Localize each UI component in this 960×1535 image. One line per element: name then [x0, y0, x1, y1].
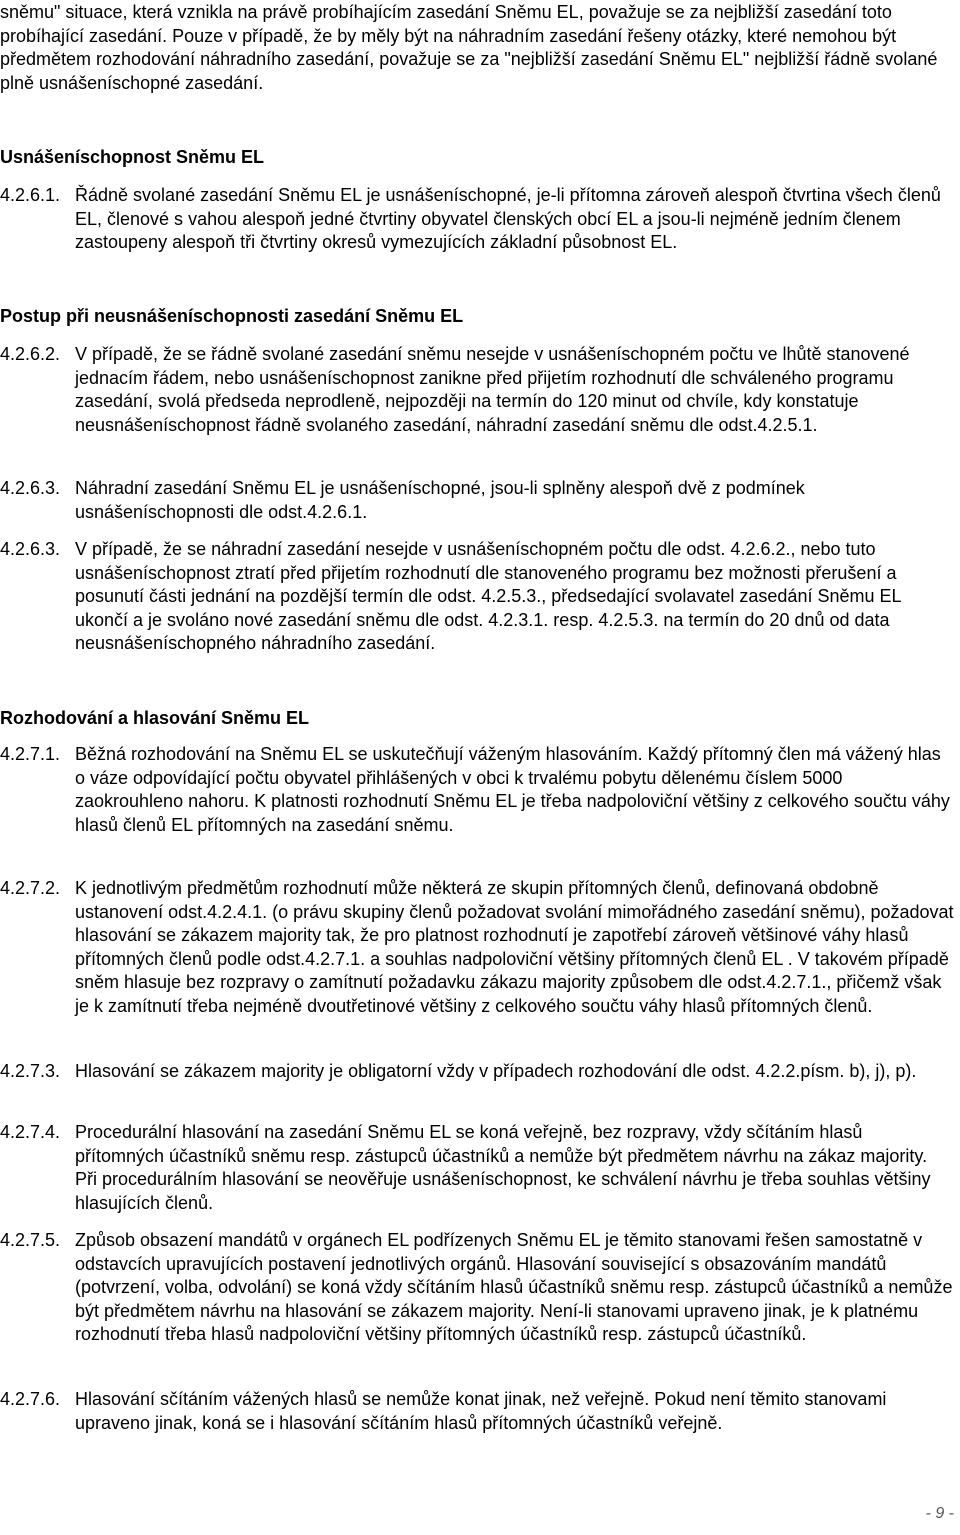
clause-4-2-7-1: [0, 743, 954, 837]
clause-number: 4.2.6.2.: [0, 344, 61, 364]
intro-paragraph: sněmu" situace, která vznikla na právě probíhajícím zasedání Sněmu EL, považuje se za nejbližší zasedání toto probíhající zasedání. Pouze v případě, že by měly být na náhradním zasedání řešeny otázky, které nemohou být předmětem rozhodování náhradního zasedání, považuje se za "nejbližší zasedání Sněmu EL" nejbližší řádně svolané plně usnášeníschopné zasedání.: [0, 2, 938, 93]
clause-text: V případě, že se náhradní zasedání nesejde v usnášeníschopném počtu dle odst. 4.2.6.2., nebo tuto usnášeníschopnost ztratí před přijetím rozhodnutí dle stanoveného programu bez možnosti přerušení a posunutí části jednání na pozdější termín dle odst. 4.2.5.3., předsedající svolavatel zasedání Sněmu EL ukončí a je svoláno nové zasedání sněmu dle odst. 4.2.3.1. resp. 4.2.5.3. na termín do 20 dnů od data neusnášeníschopného náhradního zasedání.: [75, 539, 901, 654]
clause-number: 4.2.7.1.: [0, 744, 61, 764]
clause-number: 4.2.6.3.: [0, 478, 61, 498]
clause-number: 4.2.7.6.: [0, 1389, 61, 1409]
clause-4-2-7-3: [0, 1060, 954, 1084]
clause-text: Řádně svolané zasedání Sněmu EL je usnášeníschopné, je-li přítomna zároveň alespoň čtvrtina všech členů EL, členové s vahou alespoň jedné čtvrtiny obyvatel členských obcí EL a jsou-li nejméně jedním členem zastoupeny alespoň tři čtvrtiny okresů vymezujících základní působnost EL.: [75, 185, 941, 253]
heading-no-quorum: Postup při neusnášeníschopnosti zasedání Sněmu EL: [0, 306, 464, 326]
clause-4-2-7-2: [0, 877, 954, 1019]
clause-4-2-6-3-b: [0, 538, 954, 656]
heading-voting: Rozhodování a hlasování Sněmu EL: [0, 708, 310, 728]
clause-text: Běžná rozhodování na Sněmu EL se uskutečňují váženým hlasováním. Každý přítomný člen má vážený hlas o váze odpovídající počtu obyvatel přihlášených v obci k trvalému pobytu dělenému číslem 5000 zaokrouhleno nahoru. K platnosti rozhodnutí Sněmu EL je třeba nadpoloviční většiny z celkového součtu váhy hlasů členů EL přítomných na zasedání sněmu.: [75, 744, 950, 835]
clause-number: 4.2.7.4.: [0, 1122, 61, 1142]
clause-text: Hlasování se zákazem majority je obligatorní vždy v případech rozhodování dle odst. 4.2.2.písm. b), j), p).: [75, 1061, 917, 1081]
page-number: - 9 -: [925, 1505, 954, 1522]
clause-number: 4.2.7.2.: [0, 878, 61, 898]
clause-4-2-6-3-a: [0, 477, 954, 524]
clause-4-2-7-4: [0, 1121, 954, 1215]
clause-4-2-6-2: [0, 343, 954, 437]
clause-text: Náhradní zasedání Sněmu EL je usnášeníschopné, jsou-li splněny alespoň dvě z podmínek usnášeníschopnosti dle odst.4.2.6.1.: [75, 478, 805, 522]
heading-quorum: Usnášeníschopnost Sněmu EL: [0, 147, 265, 167]
clause-4-2-7-6: [0, 1388, 954, 1435]
clause-4-2-7-5: [0, 1229, 954, 1347]
clause-number: 4.2.7.5.: [0, 1230, 61, 1250]
clause-number: 4.2.6.1.: [0, 185, 61, 205]
clause-text: K jednotlivým předmětům rozhodnutí může některá ze skupin přítomných členů, definovaná obdobně ustanovení odst.4.2.4.1. (o právu skupiny členů požadovat svolání mimořádného zasedání sněmu), požadovat hlasování se zákazem majority tak, že pro platnost rozhodnutí je zapotřebí zároveň většinové váhy hlasů přítomných členů podle odst.4.2.7.1. a souhlas nadpoloviční většiny přítomných členů EL . V takovém případě sněm hlasuje bez rozpravy o zamítnutí požadavku zákazu majority způsobem dle odst.4.2.7.1., přičemž však je k zamítnutí třeba nejméně dvoutřetinové většiny z celkového součtu váhy hlasů přítomných členů.: [75, 878, 954, 1016]
clause-text: V případě, že se řádně svolané zasedání sněmu nesejde v usnášeníschopném počtu ve lhůtě stanovené jednacím řádem, nebo usnášeníschopnost zanikne před přijetím rozhodnutí dle schváleného programu zasedání, svolá předseda neprodleně, nejpozději na termín do 120 minut od chvíle, kdy konstatuje neusnášeníschopnost řádně svolaného zasedání, náhradní zasedání sněmu dle odst.4.2.5.1.: [75, 344, 910, 435]
clause-text: Procedurální hlasování na zasedání Sněmu EL se koná veřejně, bez rozpravy, vždy sčítáním hlasů přítomných účastníků sněmu resp. zástupců účastníků a nemůže být předmětem návrhu na zákaz majority. Při procedurálním hlasování se neověřuje usnášeníschopnost, ke schválení návrhu je třeba souhlas většiny hlasujících členů.: [75, 1122, 931, 1213]
clause-4-2-6-1: [0, 184, 954, 255]
clause-number: 4.2.6.3.: [0, 539, 61, 559]
clause-text: Hlasování sčítáním vážených hlasů se nemůže konat jinak, než veřejně. Pokud není těmito stanovami upraveno jinak, koná se i hlasování sčítáním hlasů přítomných účastníků veřejně.: [75, 1389, 887, 1433]
clause-number: 4.2.7.3.: [0, 1061, 61, 1081]
clause-text: Způsob obsazení mandátů v orgánech EL podřízenych Sněmu EL je těmito stanovami řešen samostatně v odstavcích upravujících postavení jednotlivých orgánů. Hlasování související s obsazováním mandátů (potvrzení, volba, odvolání) se koná vždy sčítáním hlasů účastníků sněmu resp. zástupců účastníků a nemůže být předmětem návrhu na hlasování se zákazem majority. Není-li stanovami upraveno jinak, je k platnému rozhodnutí třeba hlasů nadpoloviční většiny přítomných účastníků resp. zástupců účastníků.: [75, 1230, 953, 1345]
